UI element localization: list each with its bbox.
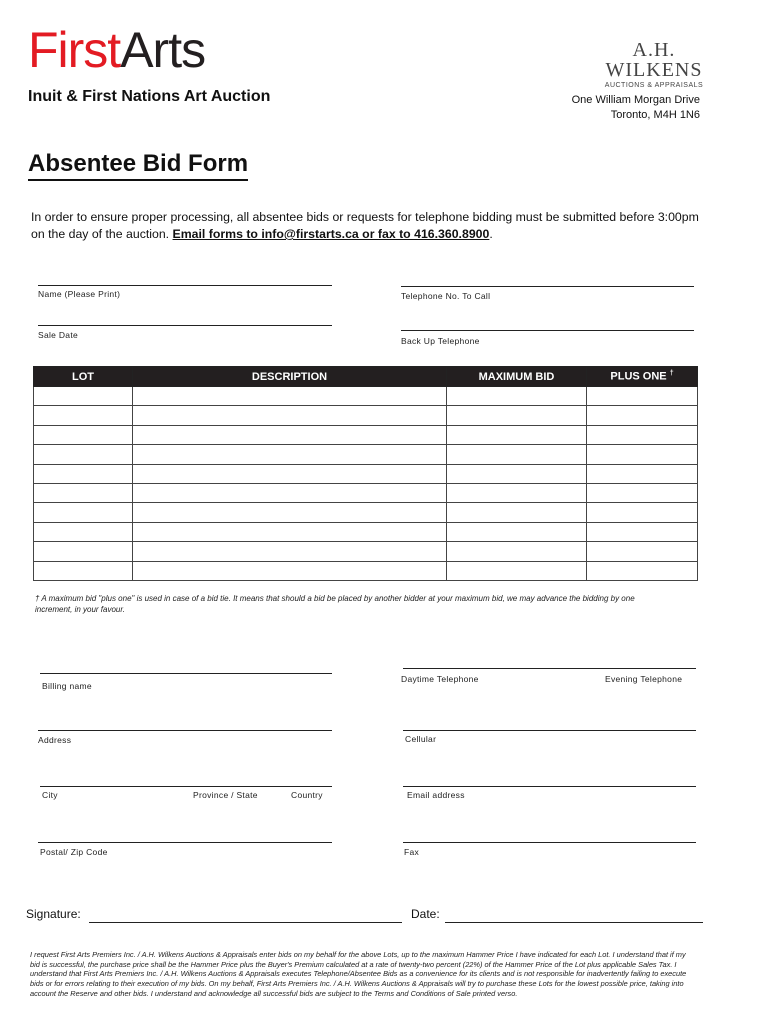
- bid-table-header: [34, 367, 698, 387]
- plus-one-cell[interactable]: [587, 483, 698, 502]
- bid-table: [33, 366, 698, 581]
- sale-date-field-label: Sale Date: [38, 330, 79, 340]
- maximum-bid-cell[interactable]: [447, 561, 587, 580]
- name-field-line[interactable]: [38, 285, 332, 286]
- address-line[interactable]: [38, 730, 332, 731]
- plus-one-cell[interactable]: [587, 561, 698, 580]
- billing-name-label: Billing name: [42, 681, 92, 691]
- telephone-field-label: Telephone No. To Call: [401, 291, 491, 301]
- address-line-1: One William Morgan Drive: [571, 94, 700, 106]
- plus-one-cell[interactable]: [587, 522, 698, 541]
- email-label: Email address: [407, 790, 465, 800]
- table-row: [34, 464, 698, 483]
- description-cell[interactable]: [133, 503, 447, 522]
- table-row: [34, 542, 698, 561]
- telephone-field-line[interactable]: [401, 286, 694, 287]
- description-cell[interactable]: [133, 522, 447, 541]
- date-line[interactable]: [445, 922, 703, 923]
- postal-code-label: Postal/ Zip Code: [40, 847, 108, 857]
- ahw-name: WILKENS: [605, 59, 703, 81]
- table-row: [34, 561, 698, 580]
- legal-terms: I request First Arts Premiers Inc. / A.H. Wilkens Auctions & Appraisals enter bids on my behalf for the above Lots, up to the maximum Hammer Price I have indicated for each Lot. I understand that if my bid is successful, the purchase price shall be the Hammer Price plus the Buyer's Premium calculated at a rate of twenty-two percent (22%) of the Hammer Price of the Lot plus applicable Sales Tax. I understand that First Arts Premiers Inc. / A.H. Wilkens Auctions & Appraisals executes Telephone/Absentee Bids as a convenience for its clients and is not responsible for inadvertently failing to execute bids or for errors relating to their execution of my bids. On my behalf, First Arts Premiers Inc. / A.H. Wilkens Auctions & Appraisals will try to purchase these Lots for the lowest possible price, taking into account the Reserve and other bids. I understand and acknowledge all successful bids are subject to the Terms and Conditions of Sale printed verso.: [30, 950, 687, 998]
- first-arts-logo: [28, 20, 205, 80]
- description-cell[interactable]: [133, 406, 447, 425]
- maximum-bid-cell[interactable]: [447, 522, 587, 541]
- lot-cell[interactable]: [34, 425, 133, 444]
- intro-text: In order to ensure proper processing, all absentee bids or requests for telephone bidding must be submitted before 3:00pm on the day of the auction.: [31, 210, 699, 241]
- postal-code-line[interactable]: [38, 842, 332, 843]
- logo-arts-text: Arts: [120, 22, 206, 78]
- maximum-bid-cell[interactable]: [447, 483, 587, 502]
- maximum-bid-cell[interactable]: [447, 445, 587, 464]
- description-cell[interactable]: [133, 483, 447, 502]
- table-row: [34, 425, 698, 444]
- description-cell[interactable]: [133, 561, 447, 580]
- maximum-bid-cell[interactable]: [447, 425, 587, 444]
- sale-date-field-line[interactable]: [38, 325, 332, 326]
- daytime-telephone-label: Daytime Telephone: [401, 674, 479, 684]
- fax-label: Fax: [404, 847, 420, 857]
- plus-one-cell[interactable]: [587, 425, 698, 444]
- table-row: [34, 503, 698, 522]
- fax-line[interactable]: [403, 842, 696, 843]
- maximum-bid-cell[interactable]: [447, 542, 587, 561]
- plus-one-header: [587, 367, 698, 387]
- lot-cell[interactable]: [34, 503, 133, 522]
- description-cell[interactable]: [133, 425, 447, 444]
- table-row: [34, 522, 698, 541]
- backup-telephone-field-line[interactable]: [401, 330, 694, 331]
- address-line-2: Toronto, M4H 1N6: [610, 109, 700, 121]
- lot-cell[interactable]: [34, 445, 133, 464]
- description-cell[interactable]: [133, 464, 447, 483]
- logo-first-text: First: [28, 22, 121, 78]
- phone-line[interactable]: [403, 668, 696, 669]
- backup-telephone-field-label: Back Up Telephone: [401, 336, 480, 346]
- plus-one-cell[interactable]: [587, 406, 698, 425]
- table-row: [34, 406, 698, 425]
- signature-label: Signature:: [26, 907, 81, 921]
- maximum-bid-cell[interactable]: [447, 387, 587, 406]
- ahw-subtitle: AUCTIONS & APPRAISALS: [604, 82, 704, 89]
- address-block: [572, 93, 700, 123]
- cellular-label: Cellular: [405, 734, 437, 744]
- table-row: [34, 387, 698, 406]
- billing-name-line[interactable]: [40, 673, 332, 674]
- lot-cell[interactable]: [34, 522, 133, 541]
- lot-cell[interactable]: [34, 561, 133, 580]
- form-title: Absentee Bid Form: [28, 150, 248, 181]
- maximum-bid-header: MAXIMUM BID: [447, 367, 587, 387]
- plus-one-cell[interactable]: [587, 387, 698, 406]
- date-label: Date:: [411, 907, 440, 921]
- lot-cell[interactable]: [34, 542, 133, 561]
- lot-header: LOT: [34, 367, 133, 387]
- address-label: Address: [38, 735, 72, 745]
- maximum-bid-cell[interactable]: [447, 406, 587, 425]
- tagline: Inuit & First Nations Art Auction: [28, 88, 271, 105]
- plus-one-cell[interactable]: [587, 445, 698, 464]
- plus-one-cell[interactable]: [587, 542, 698, 561]
- cellular-line[interactable]: [403, 730, 696, 731]
- maximum-bid-cell[interactable]: [447, 503, 587, 522]
- evening-telephone-label: Evening Telephone: [605, 674, 683, 684]
- table-row: [34, 445, 698, 464]
- bid-table-body: [34, 387, 698, 581]
- lot-cell[interactable]: [34, 464, 133, 483]
- plus-one-header-text: PLUS ONE: [610, 370, 667, 383]
- plus-one-footnote: † A maximum bid "plus one" is used in case of a bid tie. It means that should a bid be placed by another bidder at your maximum bid, we may advance the bidding by one increment, in your favour.: [35, 594, 635, 614]
- city-label: City: [42, 790, 58, 800]
- lot-cell[interactable]: [34, 387, 133, 406]
- email-line[interactable]: [403, 786, 696, 787]
- country-label: Country: [291, 790, 323, 800]
- description-cell[interactable]: [133, 387, 447, 406]
- ahw-initials: A.H.: [632, 39, 676, 61]
- description-cell[interactable]: [133, 542, 447, 561]
- plus-one-cell[interactable]: [587, 464, 698, 483]
- lot-cell[interactable]: [34, 406, 133, 425]
- intro-end: .: [489, 227, 493, 241]
- email-fax-link[interactable]: Email forms to info@firstarts.ca or fax to 416.360.8900: [172, 227, 490, 241]
- description-cell[interactable]: [133, 445, 447, 464]
- dagger-mark: †: [669, 370, 674, 378]
- table-row: [34, 483, 698, 502]
- description-header: DESCRIPTION: [133, 367, 447, 387]
- province-state-label: Province / State: [193, 790, 258, 800]
- ah-wilkens-logo: [602, 40, 706, 89]
- plus-one-cell[interactable]: [587, 503, 698, 522]
- maximum-bid-cell[interactable]: [447, 464, 587, 483]
- lot-cell[interactable]: [34, 483, 133, 502]
- signature-line[interactable]: [89, 922, 402, 923]
- name-field-label: Name (Please Print): [38, 289, 121, 299]
- city-line[interactable]: [40, 786, 332, 787]
- intro-paragraph: [31, 209, 711, 243]
